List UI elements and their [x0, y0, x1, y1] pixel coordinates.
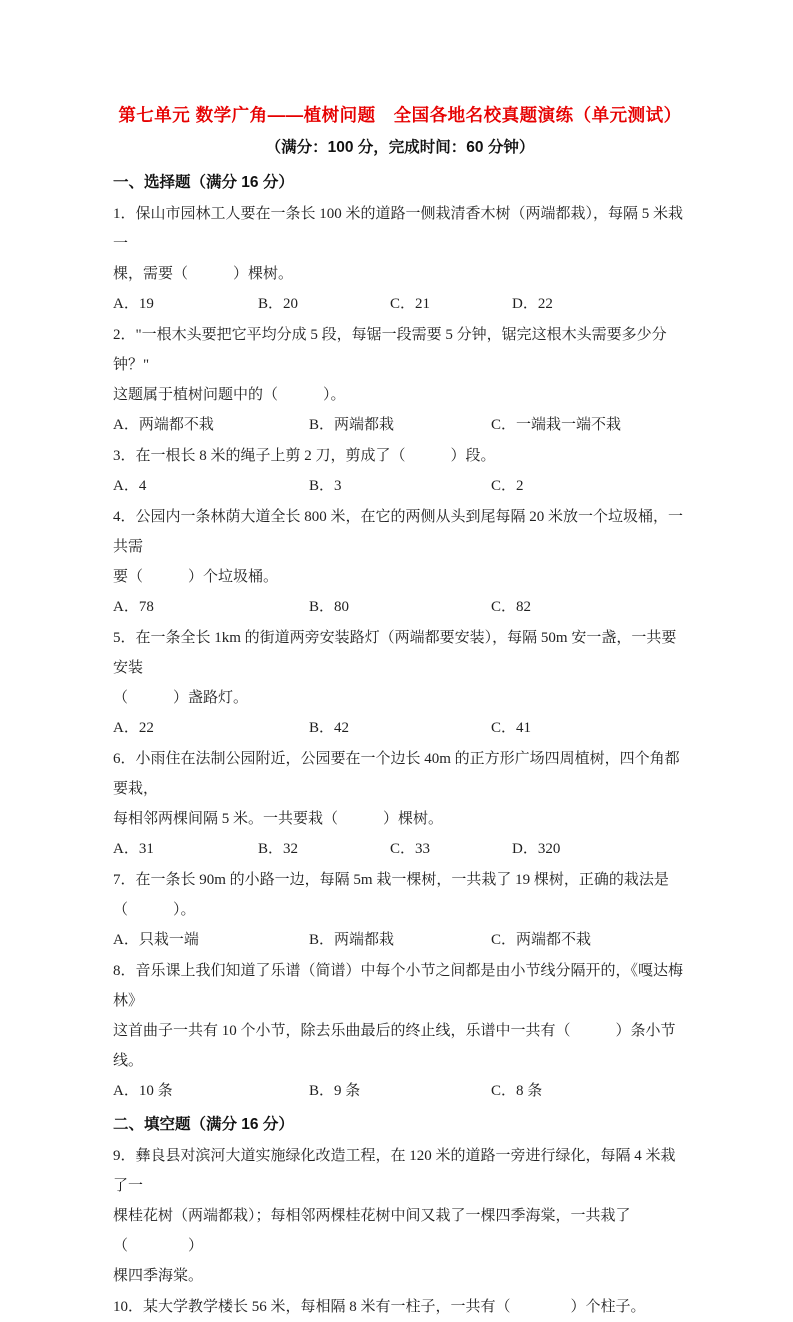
- question-1-option-a: A．19: [113, 296, 154, 312]
- question-4-option-b: B．80: [309, 599, 350, 615]
- question-3-options: [113, 471, 687, 501]
- question-1-options: [113, 289, 687, 319]
- question-3-option-b: B．3: [309, 478, 342, 494]
- question-4-option-a: A．78: [113, 599, 154, 615]
- question-4-line-1: 4．公园内一条林荫大道全长 800 米，在它的两侧从头到尾每隔 20 米放一个垃圾桶，一共需: [113, 509, 684, 555]
- question-6-line-1: 6．小雨住在法制公园附近，公园要在一个边长 40m 的正方形广场四周植树，四个角都要栽，: [113, 751, 680, 797]
- question-5-option-a: A．22: [113, 720, 154, 736]
- question-9-line-3: 棵四季海棠。: [113, 1268, 204, 1284]
- question-2-options: [113, 410, 687, 440]
- question-7-options: [113, 925, 687, 955]
- page-subtitle: （满分：100 分，完成时间：60 分钟）: [265, 139, 535, 156]
- question-2-option-c: C．一端栽一端不栽: [491, 417, 622, 433]
- question-1-line-2: 棵，需要（ ）棵树。: [113, 266, 294, 282]
- question-6-option-c: C．33: [390, 841, 431, 857]
- question-7-option-b: B．两端都栽: [309, 932, 395, 948]
- question-7-option-a: A．只栽一端: [113, 932, 199, 948]
- question-8-line-2: 这首曲子一共有 10 个小节，除去乐曲最后的终止线，乐谱中一共有（ ）条小节线。: [113, 1023, 676, 1069]
- question-3-option-a: A．4: [113, 478, 147, 494]
- question-7-line-1: 7．在一条长 90m 的小路一边，每隔 5m 栽一棵树，一共栽了 19 棵树，正确的栽法是（ ）。: [113, 872, 669, 918]
- question-2-line-1: 2．"一根木头要把它平均分成 5 段，每锯一段需要 5 分钟，锯完这根木头需要多少分钟？": [113, 327, 667, 373]
- question-5-options: [113, 713, 687, 743]
- question-6-option-b: B．32: [258, 841, 299, 857]
- question-2-option-b: B．两端都栽: [309, 417, 395, 433]
- question-5-line-1: 5．在一条全长 1km 的街道两旁安装路灯（两端都要安装），每隔 50m 安一盏，一共要安装: [113, 630, 677, 676]
- question-4-options: [113, 592, 687, 622]
- question-1-option-d: D．22: [512, 296, 553, 312]
- question-5-option-b: B．42: [309, 720, 350, 736]
- question-3: [113, 441, 687, 501]
- question-6-option-d: D．320: [512, 841, 561, 857]
- question-8-option-c: C．8 条: [491, 1083, 543, 1099]
- section-2-heading: 二、填空题（满分 16 分）: [113, 1116, 294, 1133]
- question-10: [113, 1292, 687, 1322]
- question-6-options: [113, 834, 687, 864]
- question-1-line-1: 1．保山市园林工人要在一条长 100 米的道路一侧栽清香木树（两端都栽），每隔 5 米栽一: [113, 206, 684, 252]
- question-4-option-c: C．82: [491, 599, 532, 615]
- question-8-options: [113, 1076, 687, 1106]
- question-1: [113, 199, 687, 319]
- question-4-line-2: 要（ ）个垃圾桶。: [113, 569, 279, 585]
- section-1-heading: 一、选择题（满分 16 分）: [113, 174, 294, 191]
- question-7-option-c: C．两端都不栽: [491, 932, 592, 948]
- question-1-option-b: B．20: [258, 296, 299, 312]
- question-3-line-1: 3．在一根长 8 米的绳子上剪 2 刀，剪成了（ ）段。: [113, 448, 496, 464]
- question-9-line-2: 棵桂花树（两端都栽）；每相邻两棵桂花树中间又栽了一棵四季海棠，一共栽了（ ）: [113, 1208, 631, 1254]
- question-1-option-c: C．21: [390, 296, 431, 312]
- question-9-line-1: 9．彝良县对滨河大道实施绿化改造工程，在 120 米的道路一旁进行绿化，每隔 4 米栽了一: [113, 1148, 676, 1194]
- question-5: [113, 623, 687, 743]
- question-8-option-a: A．10 条: [113, 1083, 173, 1099]
- question-5-option-c: C．41: [491, 720, 532, 736]
- question-8-option-b: B．9 条: [309, 1083, 361, 1099]
- question-7: [113, 865, 687, 955]
- question-2-line-2: 这题属于植树问题中的（ ）。: [113, 387, 346, 403]
- question-10-line-1: 10．某大学教学楼长 56 米，每相隔 8 米有一柱子，一共有（ ）个柱子。: [113, 1299, 646, 1315]
- question-6-line-2: 每相邻两棵间隔 5 米。一共要栽（ ）棵树。: [113, 811, 444, 827]
- question-6: [113, 744, 687, 864]
- page-title: 第七单元 数学广角——植树问题 全国各地名校真题演练（单元测试）: [118, 105, 682, 125]
- question-4: [113, 502, 687, 622]
- question-9: [113, 1141, 687, 1291]
- question-2: [113, 320, 687, 440]
- question-8: [113, 956, 687, 1106]
- question-2-option-a: A．两端都不栽: [113, 417, 214, 433]
- question-8-line-1: 8．音乐课上我们知道了乐谱（简谱）中每个小节之间都是由小节线分隔开的，《嘎达梅林》: [113, 963, 684, 1009]
- question-5-line-2: （ ）盏路灯。: [113, 690, 249, 706]
- question-3-option-c: C．2: [491, 478, 524, 494]
- question-6-option-a: A．31: [113, 841, 154, 857]
